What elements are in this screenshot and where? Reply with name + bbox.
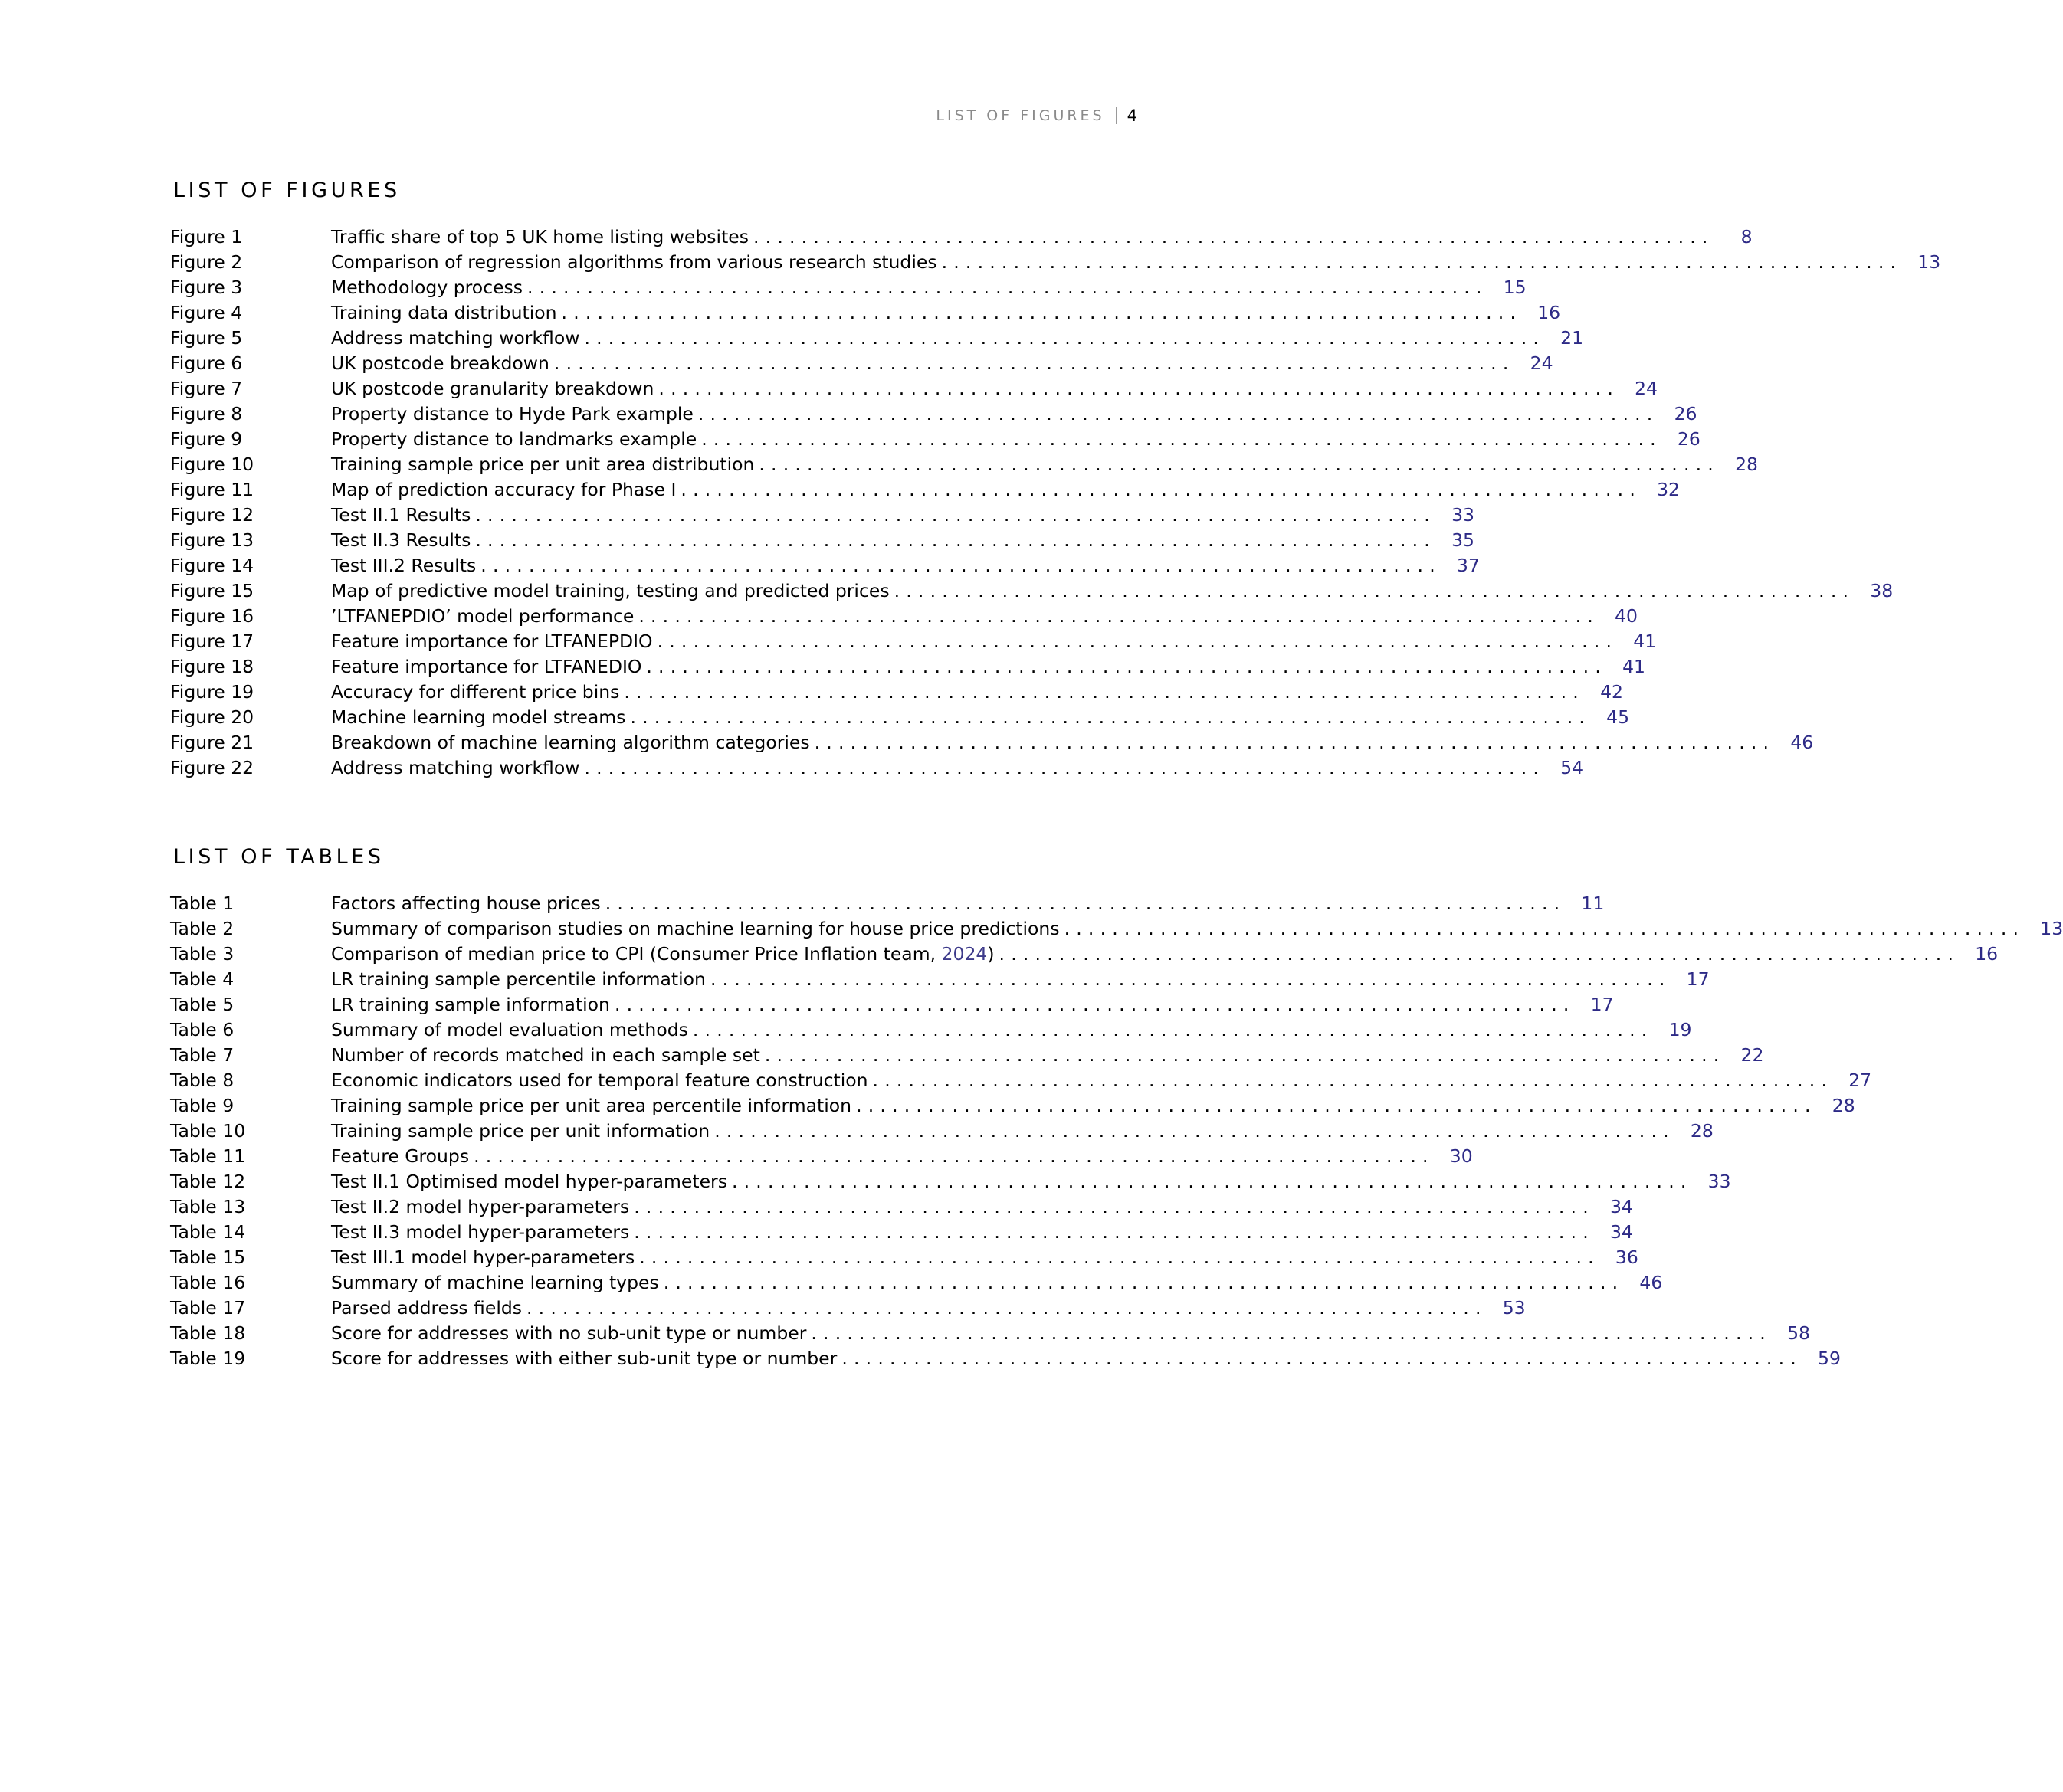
toc-entry[interactable] [170,273,1527,298]
toc-entry-title-text: Feature importance for LTFANEPDIO [331,631,653,652]
toc-entry[interactable] [170,677,1623,703]
toc-entry-page-link[interactable]: 24 [1530,352,1553,374]
toc-entry-label: Table 5 [170,994,235,1015]
toc-entry-label: Figure 20 [170,706,254,728]
list-of-figures-section [170,178,1941,778]
toc-entry-page-link[interactable]: 11 [1581,893,1605,914]
toc-entry-title[interactable] [331,277,527,298]
dot-leader: ................................................................................ [710,968,1671,990]
toc-entry-title-text: Comparison of median price to CPI (Consumer Price Inflation team, [331,943,942,965]
toc-entry-page-link[interactable]: 21 [1560,327,1584,349]
toc-entry-page-link[interactable]: 42 [1600,681,1623,703]
toc-entry-body [331,681,1596,703]
dot-leader: ................................................................................ [630,706,1592,728]
toc-entry-body [331,352,1526,374]
toc-entry-title-text: Training sample price per unit information [331,1120,710,1142]
dot-leader: ................................................................................ [701,428,1662,450]
toc-entry-body [331,1221,1605,1243]
toc-entry-label: Table 14 [170,1221,246,1243]
toc-entry-body [331,226,1725,247]
toc-entry-title-text: Breakdown of machine learning algorithm categories [331,732,810,753]
toc-entry-body [331,1196,1605,1217]
toc-entry-body [331,428,1673,450]
list-of-tables-entries [170,889,2063,1369]
toc-entry-title[interactable] [331,226,753,247]
toc-entry-page-link[interactable]: 13 [2040,918,2063,939]
toc-entry-label: Figure 6 [170,352,243,374]
toc-entry-title-text: ’LTFANEPDIO’ model performance [331,605,635,627]
toc-entry-label: Table 19 [170,1348,246,1369]
toc-entry-title[interactable] [331,454,759,475]
toc-entry-body [331,378,1630,399]
toc-entry-label: Figure 13 [170,529,254,551]
toc-entry[interactable] [170,298,1561,323]
list-of-tables-heading: LIST OF TABLES [173,845,385,869]
toc-entry-body [331,994,1586,1015]
toc-entry-title[interactable] [331,893,605,914]
dot-leader: ................................................................................ [475,529,1436,551]
dot-leader: ................................................................................ [561,302,1523,323]
toc-entry-page-link[interactable]: 33 [1451,504,1474,526]
dot-leader: ................................................................................ [605,893,1566,914]
toc-entry-label: Figure 18 [170,656,254,677]
toc-entry-label: Figure 17 [170,631,254,652]
toc-entry[interactable] [170,1344,1841,1369]
running-header-divider [1116,107,1117,124]
toc-entry[interactable] [170,939,1999,965]
list-of-figures-heading: LIST OF FIGURES [173,179,401,202]
toc-entry[interactable] [170,1116,1714,1142]
toc-entry-body [331,968,1682,990]
toc-entry-body [331,757,1556,778]
toc-entry-title-text: Test II.3 model hyper-parameters [331,1221,630,1243]
toc-entry-body [331,1120,1686,1142]
toc-entry-body [331,1272,1635,1293]
dot-leader: ................................................................................ [663,1272,1625,1293]
toc-entry-title[interactable] [331,1120,714,1142]
dot-leader: ................................................................................ [614,994,1576,1015]
toc-entry-title-text: Test II.2 model hyper-parameters [331,1196,630,1217]
toc-entry-body [331,1171,1704,1192]
toc-entry-label: Table 17 [170,1297,246,1319]
toc-entry-page-link[interactable]: 41 [1633,631,1657,652]
toc-entry-page-link[interactable]: 17 [1686,968,1710,990]
dot-leader: ................................................................................ [714,1120,1675,1142]
dot-leader: ................................................................................ [584,757,1546,778]
toc-entry-page-link[interactable]: 22 [1740,1044,1764,1066]
toc-entry-page-link[interactable]: 24 [1635,378,1658,399]
toc-entry[interactable] [170,1142,1473,1167]
toc-entry-title[interactable] [331,251,942,273]
toc-entry-title-text: Machine learning model streams [331,706,626,728]
toc-entry-title-text: Comparison of regression algorithms from various research studies [331,251,937,273]
toc-entry-page-link[interactable]: 16 [1975,943,1999,965]
toc-entry-title-text: Feature Groups [331,1145,470,1167]
toc-entry-title[interactable] [331,631,658,652]
toc-entry-title-text: UK postcode granularity breakdown [331,378,654,399]
toc-entry[interactable] [170,374,1658,399]
toc-entry[interactable] [170,990,1614,1015]
toc-entry-label: Table 4 [170,968,235,990]
toc-entry-page-link[interactable]: 35 [1451,529,1474,551]
toc-entry-page-link[interactable]: 36 [1615,1247,1638,1268]
running-header-title: LIST OF FIGURES [936,107,1105,124]
toc-entry[interactable] [170,576,1894,601]
toc-entry-label: Table 2 [170,918,235,939]
dot-leader: ................................................................................ [697,403,1659,424]
toc-entry-title[interactable] [331,352,554,374]
toc-entry-title[interactable] [331,529,475,551]
toc-entry-page-link[interactable]: 54 [1560,757,1584,778]
toc-entry-title[interactable] [331,968,710,990]
toc-entry-title-text: Economic indicators used for temporal feature construction [331,1070,868,1091]
toc-entry-body [331,327,1556,349]
toc-entry-page-link[interactable]: 45 [1606,706,1630,728]
toc-entry[interactable] [170,222,1753,247]
toc-entry-page-link[interactable]: 32 [1657,479,1681,500]
dot-leader: ................................................................................ [999,943,1960,965]
toc-entry-title[interactable] [331,1044,765,1066]
toc-entry-title[interactable] [331,428,701,450]
toc-entry-label: Table 7 [170,1044,235,1066]
toc-entry-label: Table 15 [170,1247,246,1268]
toc-entry-body [331,918,2035,939]
toc-entry-title[interactable] [331,1019,693,1040]
toc-entry[interactable] [170,728,1814,753]
dot-leader: ................................................................................ [634,1196,1595,1217]
toc-entry-label: Table 18 [170,1322,246,1344]
toc-entry-title[interactable] [331,327,584,349]
toc-entry-body [331,251,1913,273]
toc-entry-body [331,943,1970,965]
toc-entry-title-text: Test III.1 model hyper-parameters [331,1247,635,1268]
dot-leader: ................................................................................ [553,352,1515,374]
dot-leader: ................................................................................ [526,1297,1487,1319]
dot-leader: ................................................................................ [764,1044,1726,1066]
toc-entry-label: Table 13 [170,1196,246,1217]
toc-entry-body [331,605,1610,627]
toc-entry-page-link[interactable]: 13 [1917,251,1941,273]
page-number: 4 [1127,106,1137,125]
toc-entry-body [331,580,1865,601]
toc-entry-title-text: Summary of machine learning types [331,1272,659,1293]
toc-entry-label: Table 11 [170,1145,246,1167]
toc-entry-title-text: Factors affecting house prices [331,893,601,914]
running-header [936,106,1137,125]
toc-entry-body [331,1348,1813,1369]
toc-entry-title[interactable] [331,1095,856,1116]
toc-entry-page-link[interactable]: 17 [1590,994,1614,1015]
toc-entry-label: Figure 21 [170,732,254,753]
toc-entry[interactable] [170,627,1657,652]
toc-entry-title[interactable] [331,605,638,627]
toc-entry-page-link[interactable]: 38 [1870,580,1894,601]
toc-entry[interactable] [170,601,1638,627]
toc-entry-body [331,631,1628,652]
toc-entry-label: Figure 14 [170,555,254,576]
toc-entry[interactable] [170,1268,1663,1293]
dot-leader: ................................................................................ [872,1070,1834,1091]
toc-entry-label: Figure 22 [170,757,254,778]
toc-entry-label: Table 6 [170,1019,235,1040]
dot-leader: ................................................................................ [474,1145,1435,1167]
toc-entry-title-text: Test II.1 Results [331,504,471,526]
toc-entry-title[interactable] [331,1297,526,1319]
toc-entry-label: Figure 4 [170,302,243,323]
toc-entry[interactable] [170,475,1681,500]
toc-entry[interactable] [170,349,1553,374]
toc-entry-body [331,1070,1844,1091]
toc-entry-label: Figure 12 [170,504,254,526]
toc-entry-page-link[interactable]: 19 [1668,1019,1692,1040]
toc-entry-page-link[interactable]: 34 [1609,1196,1633,1217]
toc-entry[interactable] [170,1167,1731,1192]
toc-entry[interactable] [170,526,1474,551]
toc-entry-page-link[interactable]: 26 [1677,428,1701,450]
dot-leader: ................................................................................ [753,226,1714,247]
toc-entry-label: Figure 1 [170,226,243,247]
toc-entry-page-link[interactable]: 41 [1622,656,1645,677]
toc-entry-title-text: Summary of model evaluation methods [331,1019,688,1040]
toc-entry-body [331,1145,1445,1167]
toc-entry-body [331,1297,1498,1319]
toc-entry-body [331,454,1730,475]
toc-entry-title-text: Property distance to Hyde Park example [331,403,694,424]
toc-entry-body [331,1095,1828,1116]
toc-entry-title[interactable] [331,555,480,576]
dot-leader: ................................................................................ [759,454,1720,475]
dot-leader: ................................................................................ [638,605,1599,627]
toc-entry-page-link[interactable]: 58 [1787,1322,1810,1344]
toc-entry-label: Figure 11 [170,479,254,500]
toc-entry-title[interactable] [331,918,1064,939]
toc-entry-label: Table 9 [170,1095,235,1116]
toc-entry[interactable] [170,1319,1810,1344]
dot-leader: ................................................................................ [681,479,1642,500]
toc-entry-title[interactable] [331,1247,639,1268]
toc-entry-title-text: Number of records matched in each sample set [331,1044,760,1066]
toc-entry-label: Figure 10 [170,454,254,475]
toc-entry-label: Figure 3 [170,277,243,298]
toc-entry-title[interactable] [331,403,698,424]
toc-entry-label: Table 1 [170,893,235,914]
toc-entry-page-link[interactable]: 30 [1449,1145,1473,1167]
toc-entry-title[interactable] [331,994,615,1015]
toc-entry[interactable] [170,399,1697,424]
toc-entry-label: Figure 7 [170,378,243,399]
toc-entry-body [331,1247,1611,1268]
toc-entry[interactable] [170,1040,1764,1066]
toc-entry-title[interactable] [331,1145,474,1167]
toc-entry-title[interactable] [331,580,894,601]
toc-entry-title[interactable] [331,732,815,753]
toc-entry-title-text: Traffic share of top 5 UK home listing websites [331,226,749,247]
toc-entry-page-link[interactable]: 33 [1707,1171,1731,1192]
toc-entry-label: Figure 19 [170,681,254,703]
toc-entry-body [331,1019,1664,1040]
toc-entry-page-link[interactable]: 59 [1818,1348,1841,1369]
toc-entry-title-text: Training sample price per unit area percentile information [331,1095,852,1116]
toc-entry-page-link[interactable]: 27 [1848,1070,1872,1091]
toc-entry-title[interactable] [331,1348,841,1369]
toc-entry-label: Table 16 [170,1272,246,1293]
toc-entry-page-link[interactable]: 8 [1740,226,1753,247]
toc-entry-body [331,706,1602,728]
toc-entry-title-text: Summary of comparison studies on machine learning for house price predictions [331,918,1060,939]
toc-entry-title-text: Score for addresses with either sub-unit type or number [331,1348,838,1369]
citation-link[interactable]: 2024 [941,943,988,965]
toc-entry-label: Figure 16 [170,605,254,627]
dot-leader: ................................................................................ [731,1171,1693,1192]
toc-entry[interactable] [170,965,1710,990]
toc-entry-title[interactable] [331,1272,664,1293]
toc-entry-body [331,893,1576,914]
toc-entry-title-text: Address matching workflow [331,757,580,778]
toc-entry-title[interactable] [331,378,658,399]
toc-entry-title-suffix: ) [987,943,995,965]
toc-entry-body [331,504,1447,526]
dot-leader: ................................................................................ [894,580,1855,601]
toc-entry-title[interactable] [331,1322,811,1344]
toc-entry-body [331,1322,1783,1344]
toc-entry-title[interactable] [331,1070,873,1091]
toc-entry-body [331,403,1669,424]
dot-leader: ................................................................................ [584,327,1546,349]
toc-entry-page-link[interactable]: 37 [1457,555,1480,576]
toc-entry-label: Figure 5 [170,327,243,349]
dot-leader: ................................................................................ [475,504,1436,526]
toc-entry[interactable] [170,1192,1633,1217]
dot-leader: ................................................................................ [480,555,1441,576]
toc-entry-page-link[interactable]: 28 [1832,1095,1855,1116]
toc-entry-body [331,529,1447,551]
toc-entry-title-text: Property distance to landmarks example [331,428,697,450]
list-of-tables-section [170,844,2063,1369]
toc-entry[interactable] [170,703,1630,728]
toc-entry-title-text: Map of predictive model training, testing and predicted prices [331,580,890,601]
toc-entry-title[interactable] [331,943,999,965]
toc-entry[interactable] [170,323,1584,349]
toc-entry-body [331,1044,1736,1066]
toc-entry-title-text: Feature importance for LTFANEDIO [331,656,642,677]
dot-leader: ................................................................................ [841,1348,1802,1369]
toc-entry-body [331,555,1452,576]
toc-entry[interactable] [170,1293,1526,1319]
toc-entry[interactable] [170,247,1941,273]
toc-entry-title-text: Test II.3 Results [331,529,471,551]
toc-entry-page-link[interactable]: 34 [1609,1221,1633,1243]
toc-entry[interactable] [170,914,2063,939]
toc-entry-body [331,656,1618,677]
toc-entry-title-text: Parsed address fields [331,1297,523,1319]
toc-entry[interactable] [170,1243,1638,1268]
toc-entry-page-link[interactable]: 26 [1674,403,1697,424]
dot-leader: ................................................................................ [634,1221,1595,1243]
toc-entry[interactable] [170,551,1480,576]
toc-entry-body [331,277,1499,298]
toc-entry-title-text: LR training sample percentile information [331,968,706,990]
dot-leader: ................................................................................ [646,656,1607,677]
toc-entry-title-text: Map of prediction accuracy for Phase I [331,479,677,500]
toc-entry-page-link[interactable]: 46 [1639,1272,1663,1293]
toc-entry[interactable] [170,450,1758,475]
dot-leader: ................................................................................ [639,1247,1600,1268]
toc-entry-title-text: Test II.1 Optimised model hyper-parameters [331,1171,727,1192]
toc-entry-body [331,302,1533,323]
toc-entry-page-link[interactable]: 46 [1790,732,1814,753]
toc-entry[interactable] [170,1066,1872,1091]
toc-entry[interactable] [170,424,1701,450]
dot-leader: ................................................................................ [527,277,1488,298]
toc-entry-title[interactable] [331,302,562,323]
toc-entry-title[interactable] [331,656,646,677]
toc-entry-body [331,479,1652,500]
toc-entry-title-text: Training data distribution [331,302,557,323]
toc-entry-title[interactable] [331,1221,634,1243]
toc-entry-title-text: Test III.2 Results [331,555,477,576]
dot-leader: ................................................................................ [814,732,1776,753]
dot-leader: ................................................................................ [658,378,1620,399]
toc-entry-page-link[interactable]: 53 [1502,1297,1526,1319]
dot-leader: ................................................................................ [1064,918,2025,939]
toc-entry-title-text: Score for addresses with no sub-unit type or number [331,1322,807,1344]
toc-entry-label: Table 3 [170,943,235,965]
dot-leader: ................................................................................ [692,1019,1654,1040]
toc-entry-label: Figure 15 [170,580,254,601]
toc-entry-label: Table 8 [170,1070,235,1091]
dot-leader: ................................................................................ [657,631,1619,652]
toc-entry-page-link[interactable]: 15 [1503,277,1527,298]
toc-entry[interactable] [170,652,1645,677]
toc-entry[interactable] [170,1091,1855,1116]
toc-entry[interactable] [170,1217,1633,1243]
toc-entry-title[interactable] [331,1171,732,1192]
toc-entry-label: Table 10 [170,1120,246,1142]
dot-leader: ................................................................................ [811,1322,1772,1344]
toc-entry[interactable] [170,753,1584,778]
toc-entry-title-text: Accuracy for different price bins [331,681,620,703]
toc-entry-label: Figure 9 [170,428,243,450]
toc-entry-page-link[interactable]: 28 [1735,454,1758,475]
dot-leader: ................................................................................ [624,681,1585,703]
dot-leader: ................................................................................ [941,251,1903,273]
toc-entry-label: Figure 2 [170,251,243,273]
toc-entry-page-link[interactable]: 16 [1537,302,1561,323]
toc-entry-title[interactable] [331,1196,634,1217]
toc-entry-label: Figure 8 [170,403,243,424]
toc-entry-page-link[interactable]: 40 [1615,605,1638,627]
toc-entry[interactable] [170,500,1474,526]
toc-entry-title-text: UK postcode breakdown [331,352,549,374]
toc-entry-title[interactable] [331,706,630,728]
list-of-figures-entries [170,222,1941,778]
toc-entry-title-text: Methodology process [331,277,523,298]
toc-entry[interactable] [170,1015,1692,1040]
toc-entry-title[interactable] [331,757,584,778]
toc-entry-title-text: Training sample price per unit area distribution [331,454,755,475]
toc-entry-title[interactable] [331,504,475,526]
toc-entry-title[interactable] [331,681,624,703]
toc-entry[interactable] [170,889,1605,914]
toc-entry-title[interactable] [331,479,681,500]
toc-entry-label: Table 12 [170,1171,246,1192]
dot-leader: ................................................................................ [856,1095,1817,1116]
toc-entry-title-text: LR training sample information [331,994,610,1015]
toc-entry-title-text: Address matching workflow [331,327,580,349]
toc-entry-page-link[interactable]: 28 [1690,1120,1714,1142]
toc-entry-body [331,732,1786,753]
